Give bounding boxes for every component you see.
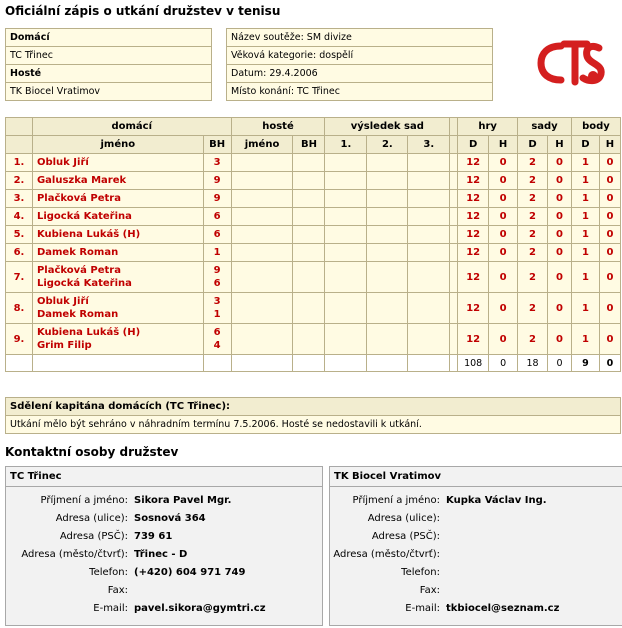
games-h: 0 bbox=[489, 226, 518, 244]
totals-empty bbox=[367, 355, 408, 372]
table-row bbox=[6, 172, 621, 190]
totals-empty bbox=[293, 355, 325, 372]
contact-label: E-mail: bbox=[93, 602, 128, 614]
row-number: 7. bbox=[6, 262, 33, 293]
contact-label: Adresa (ulice): bbox=[367, 512, 440, 524]
home-label: Domácí bbox=[6, 29, 212, 47]
set2-score bbox=[367, 154, 408, 172]
contact-row bbox=[330, 509, 559, 527]
sets-h: 0 bbox=[548, 208, 572, 226]
set3-score bbox=[408, 190, 450, 208]
games-d: 12 bbox=[458, 293, 489, 324]
points-d: 1 bbox=[571, 262, 599, 293]
set3-score bbox=[408, 226, 450, 244]
guest-player-bh bbox=[293, 154, 325, 172]
home-player-bh bbox=[203, 190, 231, 208]
table-row bbox=[6, 190, 621, 208]
club-logo bbox=[531, 32, 611, 92]
home-team-name: TC Třinec bbox=[6, 47, 212, 65]
home-player-bh bbox=[203, 293, 231, 324]
contact-row bbox=[6, 563, 266, 581]
spacer-cell bbox=[450, 262, 458, 293]
set1-score bbox=[325, 154, 367, 172]
games-h: 0 bbox=[489, 208, 518, 226]
player-bh: 9 bbox=[213, 193, 221, 204]
spacer-cell bbox=[450, 226, 458, 244]
contact-label: E-mail: bbox=[405, 602, 440, 614]
row-number: 3. bbox=[6, 190, 33, 208]
player-bh: 1 bbox=[213, 247, 221, 258]
points-h: 0 bbox=[599, 262, 620, 293]
set1-score bbox=[325, 262, 367, 293]
subheader-spacer bbox=[450, 136, 458, 154]
total-sets-d: 18 bbox=[518, 355, 548, 372]
points-d: 1 bbox=[571, 293, 599, 324]
set1-score bbox=[325, 244, 367, 262]
player-name: Damek Roman bbox=[36, 309, 119, 320]
guest-player-name bbox=[231, 262, 293, 293]
sets-h: 0 bbox=[548, 172, 572, 190]
header-guests: hosté bbox=[231, 118, 325, 136]
contact-value: Sosnová 364 bbox=[134, 512, 206, 524]
set2-score bbox=[367, 172, 408, 190]
points-h: 0 bbox=[599, 324, 620, 355]
total-games-d: 108 bbox=[458, 355, 489, 372]
games-d: 12 bbox=[458, 324, 489, 355]
set1-score bbox=[325, 172, 367, 190]
contact-details bbox=[330, 491, 559, 617]
header-spacer bbox=[450, 118, 458, 136]
sets-d: 2 bbox=[518, 208, 548, 226]
games-d: 12 bbox=[458, 244, 489, 262]
player-name: Plačková Petra bbox=[36, 193, 121, 204]
row-number: 4. bbox=[6, 208, 33, 226]
set1-score bbox=[325, 226, 367, 244]
spacer-cell bbox=[450, 172, 458, 190]
captain-note-heading: Sdělení kapitána domácích (TC Třinec): bbox=[6, 398, 621, 416]
total-games-h: 0 bbox=[489, 355, 518, 372]
points-d: 1 bbox=[571, 226, 599, 244]
subheader-points-h: H bbox=[599, 136, 620, 154]
table-row bbox=[6, 154, 621, 172]
player-bh: 3 bbox=[213, 157, 221, 168]
home-player-bh bbox=[203, 208, 231, 226]
player-bh: 1 bbox=[213, 309, 221, 320]
games-h: 0 bbox=[489, 293, 518, 324]
result-rows bbox=[6, 154, 621, 355]
games-h: 0 bbox=[489, 190, 518, 208]
player-bh: 3 bbox=[213, 296, 221, 307]
header-points: body bbox=[571, 118, 620, 136]
header-games: hry bbox=[458, 118, 518, 136]
contact-value bbox=[446, 563, 559, 581]
age-category: Věková kategorie: dospělí bbox=[227, 47, 493, 65]
home-player-name bbox=[32, 154, 203, 172]
row-number: 9. bbox=[6, 324, 33, 355]
contact-label: Fax: bbox=[419, 584, 440, 596]
contact-details bbox=[6, 491, 266, 617]
contact-label: Adresa (ulice): bbox=[55, 512, 128, 524]
player-name: Obluk Jiří bbox=[36, 296, 89, 307]
sets-d: 2 bbox=[518, 244, 548, 262]
totals-empty bbox=[32, 355, 203, 372]
subheader-bh: BH bbox=[203, 136, 231, 154]
subheader-name: jméno bbox=[32, 136, 203, 154]
home-player-name bbox=[32, 293, 203, 324]
total-sets-h: 0 bbox=[548, 355, 572, 372]
totals-row bbox=[6, 355, 621, 372]
contact-value: Sikora Pavel Mgr. bbox=[134, 494, 232, 506]
table-row bbox=[6, 262, 621, 293]
games-d: 12 bbox=[458, 154, 489, 172]
set1-score bbox=[325, 324, 367, 355]
sets-h: 0 bbox=[548, 244, 572, 262]
contact-value bbox=[446, 581, 559, 599]
contact-label: Příjmení a jméno: bbox=[40, 494, 128, 506]
player-bh: 9 bbox=[213, 175, 221, 186]
player-name: Kubiena Lukáš (H) bbox=[36, 327, 141, 338]
guest-player-bh bbox=[293, 244, 325, 262]
subheader-set2: 2. bbox=[367, 136, 408, 154]
points-h: 0 bbox=[599, 172, 620, 190]
home-player-name bbox=[32, 262, 203, 293]
set3-score bbox=[408, 293, 450, 324]
player-name: Obluk Jiří bbox=[36, 157, 89, 168]
table-row bbox=[6, 324, 621, 355]
contact-label: Adresa (město/čtvrť): bbox=[21, 548, 128, 560]
set3-score bbox=[408, 262, 450, 293]
subheader-set1: 1. bbox=[325, 136, 367, 154]
contact-value bbox=[446, 545, 559, 563]
guest-player-name bbox=[231, 324, 293, 355]
totals-empty bbox=[203, 355, 231, 372]
page-title: Oficiální zápis o utkání družstev v tenisu bbox=[5, 4, 281, 18]
games-h: 0 bbox=[489, 172, 518, 190]
contact-row bbox=[330, 581, 559, 599]
games-d: 12 bbox=[458, 262, 489, 293]
sets-h: 0 bbox=[548, 190, 572, 208]
table-row bbox=[6, 226, 621, 244]
home-player-name bbox=[32, 226, 203, 244]
contact-row bbox=[330, 527, 559, 545]
guest-player-name bbox=[231, 293, 293, 324]
contact-label: Adresa (PSČ): bbox=[371, 530, 440, 542]
contact-value: Třinec - D bbox=[134, 548, 188, 560]
player-bh: 6 bbox=[213, 211, 221, 222]
row-number: 6. bbox=[6, 244, 33, 262]
guest-player-name bbox=[231, 190, 293, 208]
contact-value bbox=[134, 581, 266, 599]
guest-label: Hosté bbox=[6, 65, 212, 83]
player-bh: 6 bbox=[213, 278, 221, 289]
points-h: 0 bbox=[599, 190, 620, 208]
set2-score bbox=[367, 208, 408, 226]
spacer-cell bbox=[450, 154, 458, 172]
contact-label: Adresa (město/čtvrť): bbox=[333, 548, 440, 560]
player-bh: 6 bbox=[213, 327, 221, 338]
contact-row bbox=[330, 599, 559, 617]
set2-score bbox=[367, 293, 408, 324]
team-info-table bbox=[5, 28, 212, 101]
points-h: 0 bbox=[599, 293, 620, 324]
totals-empty bbox=[6, 355, 33, 372]
set1-score bbox=[325, 190, 367, 208]
total-points-h: 0 bbox=[599, 355, 620, 372]
contact-box-guest bbox=[329, 466, 622, 626]
subheader-guest-bh: BH bbox=[293, 136, 325, 154]
table-row bbox=[6, 244, 621, 262]
guest-player-bh bbox=[293, 208, 325, 226]
totals-empty bbox=[325, 355, 367, 372]
contact-row bbox=[330, 563, 559, 581]
guest-player-name bbox=[231, 208, 293, 226]
set3-score bbox=[408, 324, 450, 355]
set2-score bbox=[367, 324, 408, 355]
sets-d: 2 bbox=[518, 154, 548, 172]
player-bh: 9 bbox=[213, 265, 221, 276]
row-number: 5. bbox=[6, 226, 33, 244]
contact-value: 739 61 bbox=[134, 530, 173, 542]
spacer-cell bbox=[450, 324, 458, 355]
set1-score bbox=[325, 293, 367, 324]
guest-player-bh bbox=[293, 226, 325, 244]
player-name: Kubiena Lukáš (H) bbox=[36, 229, 141, 240]
contact-label: Příjmení a jméno: bbox=[352, 494, 440, 506]
spacer-cell bbox=[450, 293, 458, 324]
contact-label: Fax: bbox=[107, 584, 128, 596]
sets-h: 0 bbox=[548, 293, 572, 324]
contact-value: Kupka Václav Ing. bbox=[446, 494, 547, 506]
totals-empty bbox=[408, 355, 450, 372]
contacts-title: Kontaktní osoby družstev bbox=[5, 445, 179, 459]
contact-row bbox=[6, 527, 266, 545]
row-number: 2. bbox=[6, 172, 33, 190]
games-h: 0 bbox=[489, 244, 518, 262]
totals-empty bbox=[450, 355, 458, 372]
home-player-name bbox=[32, 172, 203, 190]
points-d: 1 bbox=[571, 190, 599, 208]
home-player-name bbox=[32, 190, 203, 208]
table-row bbox=[6, 208, 621, 226]
sets-h: 0 bbox=[548, 154, 572, 172]
sets-d: 2 bbox=[518, 262, 548, 293]
header-set-result: výsledek sad bbox=[325, 118, 450, 136]
player-name: Galuszka Marek bbox=[36, 175, 127, 186]
sets-h: 0 bbox=[548, 262, 572, 293]
home-player-bh bbox=[203, 244, 231, 262]
sets-d: 2 bbox=[518, 190, 548, 208]
home-player-name bbox=[32, 324, 203, 355]
set3-score bbox=[408, 208, 450, 226]
points-d: 1 bbox=[571, 208, 599, 226]
points-d: 1 bbox=[571, 324, 599, 355]
player-name: Plačková Petra bbox=[36, 265, 121, 276]
points-h: 0 bbox=[599, 208, 620, 226]
total-points-d: 9 bbox=[571, 355, 599, 372]
sets-d: 2 bbox=[518, 226, 548, 244]
contact-row bbox=[6, 509, 266, 527]
header-corner bbox=[6, 118, 33, 136]
sets-d: 2 bbox=[518, 324, 548, 355]
subheader-sets-h: H bbox=[548, 136, 572, 154]
player-bh: 4 bbox=[213, 340, 221, 351]
home-player-bh bbox=[203, 172, 231, 190]
row-number: 8. bbox=[6, 293, 33, 324]
totals-empty bbox=[231, 355, 293, 372]
contact-value: (+420) 604 971 749 bbox=[134, 566, 246, 578]
games-h: 0 bbox=[489, 324, 518, 355]
contact-row bbox=[6, 581, 266, 599]
match-date: Datum: 29.4.2006 bbox=[227, 65, 493, 83]
guest-player-name bbox=[231, 244, 293, 262]
contact-row bbox=[6, 491, 266, 509]
subheader-corner bbox=[6, 136, 33, 154]
match-results-table bbox=[5, 117, 621, 372]
points-d: 1 bbox=[571, 154, 599, 172]
contact-row bbox=[6, 599, 266, 617]
contact-value: tkbiocel@seznam.cz bbox=[446, 602, 560, 614]
games-h: 0 bbox=[489, 262, 518, 293]
games-d: 12 bbox=[458, 172, 489, 190]
guest-player-name bbox=[231, 226, 293, 244]
guest-player-bh bbox=[293, 172, 325, 190]
contact-box-home bbox=[5, 466, 323, 626]
guest-player-bh bbox=[293, 262, 325, 293]
set2-score bbox=[367, 226, 408, 244]
contact-label: Telefon: bbox=[89, 566, 128, 578]
competition-name: Název soutěže: SM divize bbox=[227, 29, 493, 47]
match-info-table bbox=[226, 28, 493, 101]
contact-value bbox=[446, 527, 559, 545]
player-bh: 6 bbox=[213, 229, 221, 240]
set2-score bbox=[367, 190, 408, 208]
player-name: Ligocká Kateřina bbox=[36, 211, 132, 222]
home-player-bh bbox=[203, 226, 231, 244]
points-h: 0 bbox=[599, 154, 620, 172]
guest-player-bh bbox=[293, 293, 325, 324]
set3-score bbox=[408, 244, 450, 262]
games-d: 12 bbox=[458, 190, 489, 208]
games-h: 0 bbox=[489, 154, 518, 172]
home-player-bh bbox=[203, 262, 231, 293]
sets-d: 2 bbox=[518, 293, 548, 324]
player-name: Ligocká Kateřina bbox=[36, 278, 132, 289]
contact-row bbox=[330, 545, 559, 563]
points-h: 0 bbox=[599, 244, 620, 262]
subheader-set3: 3. bbox=[408, 136, 450, 154]
captain-note bbox=[5, 397, 621, 434]
contact-label: Telefon: bbox=[401, 566, 440, 578]
set1-score bbox=[325, 208, 367, 226]
subheader-games-h: H bbox=[489, 136, 518, 154]
points-h: 0 bbox=[599, 226, 620, 244]
home-player-name bbox=[32, 208, 203, 226]
contact-value bbox=[446, 509, 559, 527]
row-number: 1. bbox=[6, 154, 33, 172]
sets-h: 0 bbox=[548, 324, 572, 355]
guest-player-name bbox=[231, 172, 293, 190]
guest-player-name bbox=[231, 154, 293, 172]
points-d: 1 bbox=[571, 172, 599, 190]
set3-score bbox=[408, 172, 450, 190]
table-row bbox=[6, 293, 621, 324]
spacer-cell bbox=[450, 244, 458, 262]
player-name: Grim Filip bbox=[36, 340, 92, 351]
guest-team-name: TK Biocel Vratimov bbox=[6, 83, 212, 101]
contact-value: pavel.sikora@gymtri.cz bbox=[134, 602, 266, 614]
spacer-cell bbox=[450, 190, 458, 208]
set2-score bbox=[367, 262, 408, 293]
subheader-points-d: D bbox=[571, 136, 599, 154]
contact-team-name: TC Třinec bbox=[6, 467, 322, 487]
home-player-name bbox=[32, 244, 203, 262]
set3-score bbox=[408, 154, 450, 172]
games-d: 12 bbox=[458, 208, 489, 226]
home-player-bh bbox=[203, 324, 231, 355]
player-name: Damek Roman bbox=[36, 247, 119, 258]
subheader-games-d: D bbox=[458, 136, 489, 154]
subheader-guest-name: jméno bbox=[231, 136, 293, 154]
spacer-cell bbox=[450, 208, 458, 226]
guest-player-bh bbox=[293, 324, 325, 355]
points-d: 1 bbox=[571, 244, 599, 262]
match-venue: Místo konání: TC Třinec bbox=[227, 83, 493, 101]
header-home: domácí bbox=[32, 118, 231, 136]
contact-team-name: TK Biocel Vratimov bbox=[330, 467, 622, 487]
contact-row bbox=[6, 545, 266, 563]
contact-row bbox=[330, 491, 559, 509]
guest-player-bh bbox=[293, 190, 325, 208]
home-player-bh bbox=[203, 154, 231, 172]
sets-h: 0 bbox=[548, 226, 572, 244]
header-sets: sady bbox=[518, 118, 572, 136]
contact-label: Adresa (PSČ): bbox=[59, 530, 128, 542]
games-d: 12 bbox=[458, 226, 489, 244]
captain-note-text: Utkání mělo být sehráno v náhradním termínu 7.5.2006. Hosté se nedostavili k utkání. bbox=[6, 416, 621, 434]
set2-score bbox=[367, 244, 408, 262]
subheader-sets-d: D bbox=[518, 136, 548, 154]
sets-d: 2 bbox=[518, 172, 548, 190]
